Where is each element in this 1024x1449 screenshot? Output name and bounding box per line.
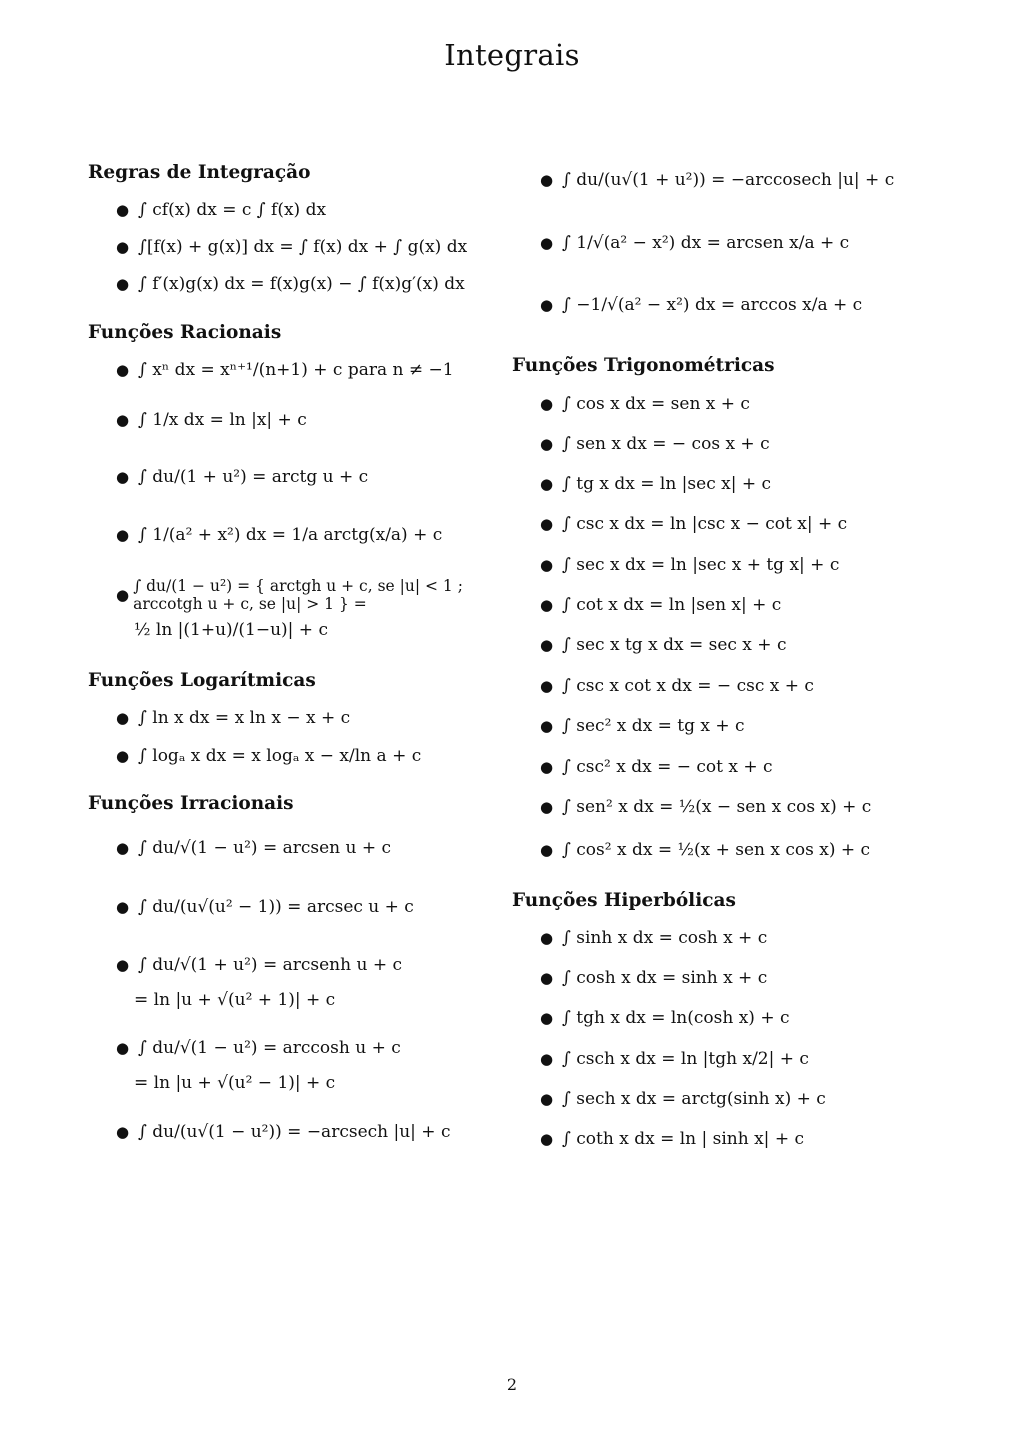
formula: ∫ 1/√(a² − x²) dx = arcsen x/a + c (562, 233, 850, 253)
formula: ∫ cos² x dx = ½(x + sen x cos x) + c (562, 840, 871, 860)
bullet-icon: ● (116, 200, 130, 219)
formula: ∫ sech x dx = arctg(sinh x) + c (562, 1089, 826, 1109)
formula-continuation: ½ ln |(1+u)/(1−u)| + c (134, 620, 328, 640)
page-number: 2 (506, 1375, 518, 1394)
formula: ∫ du/√(1 − u²) = arcsen u + c (138, 838, 392, 858)
bullet-icon: ● (116, 897, 130, 916)
formula-item (116, 1102, 450, 1162)
formula: ∫ du/(u√(1 − u²)) = −arcsech |u| + c (138, 1122, 451, 1142)
formula: ∫ cos x dx = sen x + c (562, 394, 750, 414)
bullet-icon: ● (540, 394, 554, 413)
bullet-icon: ● (540, 434, 554, 453)
formula: ∫ −1/√(a² − x²) dx = arccos x/a + c (562, 295, 863, 315)
bullet-icon: ● (116, 410, 130, 429)
formula: ∫ ln x dx = x ln x − x + c (138, 708, 351, 728)
formula-item (116, 818, 391, 878)
bullet-icon: ● (116, 274, 130, 293)
formula: ∫ cosh x dx = sinh x + c (562, 968, 768, 988)
formula: ∫ du/(1 − u²) = { arctgh u + c, se |u| < 1 ; arccotgh u + c, se |u| > 1 } = (133, 577, 463, 613)
bullet-icon: ● (540, 968, 554, 987)
bullet-icon: ● (116, 360, 130, 379)
formula: ∫ sec² x dx = tg x + c (562, 716, 745, 736)
formula-item (116, 505, 442, 565)
formula-item (540, 1109, 804, 1169)
formula-item (116, 877, 414, 937)
formula: ∫ du/√(1 + u²) = arcsenh u + c (138, 955, 402, 975)
bullet-icon: ● (540, 1049, 554, 1068)
formula: ∫ xⁿ dx = xⁿ⁺¹/(n+1) + c para n ≠ −1 (138, 360, 454, 380)
bullet-icon: ● (116, 746, 130, 765)
bullet-icon: ● (540, 1089, 554, 1108)
formula-item (540, 820, 870, 880)
bullet-icon: ● (540, 840, 554, 859)
formula-item (116, 447, 368, 507)
formula: ∫ coth x dx = ln | sinh x| + c (562, 1129, 804, 1149)
formula-continuation: = ln |u + √(u² + 1)| + c (134, 990, 336, 1010)
bullet-icon: ● (116, 955, 130, 974)
bullet-icon: ● (116, 467, 130, 486)
bullet-icon: ● (540, 928, 554, 947)
bullet-icon: ● (116, 838, 130, 857)
bullet-icon: ● (540, 555, 554, 574)
formula: ∫ csc x cot x dx = − csc x + c (562, 676, 814, 696)
formula: ∫ logₐ x dx = x logₐ x − x/ln a + c (138, 746, 422, 766)
section-heading-trigonometricas: Funções Trigonométricas (512, 355, 775, 376)
formula: ∫[f(x) + g(x)] dx = ∫ f(x) dx + ∫ g(x) dx (138, 237, 468, 257)
formula-item (116, 390, 307, 450)
formula-item (116, 726, 421, 786)
bullet-icon: ● (540, 295, 554, 314)
formula: ∫ tgh x dx = ln(cosh x) + c (562, 1008, 790, 1028)
section-heading-hiperbolicas: Funções Hiperbólicas (512, 890, 736, 911)
formula: ∫ 1/(a² + x²) dx = 1/a arctg(x/a) + c (138, 525, 443, 545)
bullet-icon: ● (116, 525, 130, 544)
formula-item (540, 150, 894, 210)
bullet-icon: ● (116, 585, 130, 604)
formula: ∫ tg x dx = ln |sec x| + c (562, 474, 772, 494)
formula: ∫ du/(1 + u²) = arctg u + c (138, 467, 369, 487)
bullet-icon: ● (540, 170, 554, 189)
formula: ∫ f′(x)g(x) dx = f(x)g(x) − ∫ f(x)g′(x) dx (138, 274, 465, 294)
bullet-icon: ● (540, 1129, 554, 1148)
bullet-icon: ● (540, 797, 554, 816)
bullet-icon: ● (540, 716, 554, 735)
formula: ∫ csc x dx = ln |csc x − cot x| + c (562, 514, 848, 534)
bullet-icon: ● (540, 1008, 554, 1027)
bullet-icon: ● (540, 514, 554, 533)
formula-item (540, 275, 862, 335)
bullet-icon: ● (540, 474, 554, 493)
formula-item (116, 1018, 401, 1078)
bullet-icon: ● (540, 233, 554, 252)
formula-item (116, 565, 508, 625)
bullet-icon: ● (116, 708, 130, 727)
bullet-icon: ● (540, 676, 554, 695)
bullet-icon: ● (540, 757, 554, 776)
formula: ∫ csch x dx = ln |tgh x/2| + c (562, 1049, 809, 1069)
formula: ∫ du/√(1 − u²) = arccosh u + c (138, 1038, 401, 1058)
formula: ∫ csc² x dx = − cot x + c (562, 757, 773, 777)
formula: ∫ du/(u√(u² − 1)) = arcsec u + c (138, 897, 414, 917)
formula: ∫ sinh x dx = cosh x + c (562, 928, 768, 948)
bullet-icon: ● (116, 1038, 130, 1057)
formula: ∫ sec x tg x dx = sec x + c (562, 635, 787, 655)
formula: ∫ sen² x dx = ½(x − sen x cos x) + c (562, 797, 872, 817)
formula-item (540, 213, 849, 273)
section-heading-regras: Regras de Integração (88, 162, 311, 183)
formula: ∫ sec x dx = ln |sec x + tg x| + c (562, 555, 840, 575)
formula-item (116, 935, 402, 995)
bullet-icon: ● (116, 237, 130, 256)
section-heading-irracionais: Funções Irracionais (88, 793, 294, 814)
formula-item (116, 254, 465, 314)
bullet-icon: ● (540, 595, 554, 614)
formula: ∫ sen x dx = − cos x + c (562, 434, 770, 454)
bullet-icon: ● (116, 1122, 130, 1141)
formula: ∫ du/(u√(1 + u²)) = −arccosech |u| + c (562, 170, 895, 190)
formula: ∫ cf(x) dx = c ∫ f(x) dx (138, 200, 327, 220)
page-title: Integrais (444, 38, 580, 72)
section-heading-racionais: Funções Racionais (88, 322, 282, 343)
bullet-icon: ● (540, 635, 554, 654)
formula-continuation: = ln |u + √(u² − 1)| + c (134, 1073, 336, 1093)
formula: ∫ cot x dx = ln |sen x| + c (562, 595, 782, 615)
section-heading-logaritmicas: Funções Logarítmicas (88, 670, 316, 691)
formula: ∫ 1/x dx = ln |x| + c (138, 410, 307, 430)
